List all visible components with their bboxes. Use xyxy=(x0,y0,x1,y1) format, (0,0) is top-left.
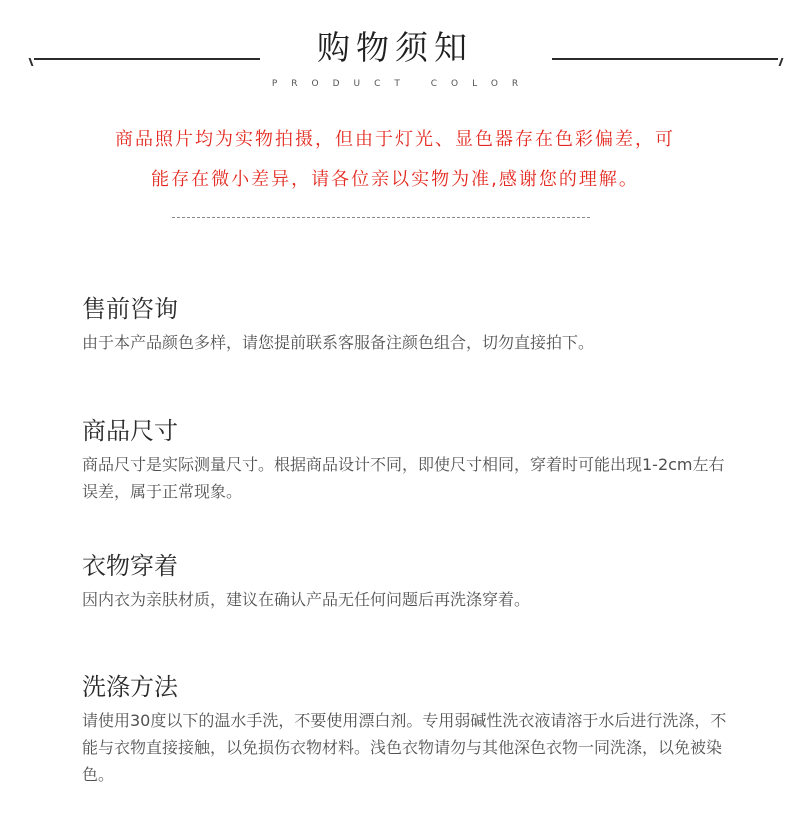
notice-text xyxy=(70,120,720,200)
right-rule-bar xyxy=(552,58,778,60)
page-title: 购物须知 xyxy=(317,28,473,67)
section-product-size xyxy=(82,415,732,505)
dashed-divider xyxy=(172,217,590,218)
section-title: 洗涤方法 xyxy=(82,673,178,701)
section-title: 商品尺寸 xyxy=(82,417,178,445)
notice-line-2: 能存在微小差异，请各位亲以实物为准,感谢您的理解。 xyxy=(151,169,639,190)
section-body: 商品尺寸是实际测量尺寸。根据商品设计不同，即使尺寸相同，穿着时可能出现1-2cm左右误差，属于正常现象。 xyxy=(82,455,725,501)
section-body: 因内衣为亲肤材质，建议在确认产品无任何问题后再洗涤穿着。 xyxy=(82,590,531,609)
page-subtitle: PRODUCT COLOR xyxy=(271,79,533,89)
section-title: 衣物穿着 xyxy=(82,552,178,580)
header xyxy=(0,0,790,100)
section-body: 请使用30度以下的温水手洗，不要使用漂白剂。专用弱碱性洗衣液请溶于水后进行洗涤，不能与衣物直接接触，以免损伤衣物材料。浅色衣物请勿与其他深色衣物一同洗涤，以免被染色。 xyxy=(82,711,727,784)
header-right-rule xyxy=(552,58,782,66)
section-body: 由于本产品颜色多样，请您提前联系客服备注颜色组合，切勿直接拍下。 xyxy=(82,333,595,352)
notice-line-1: 商品照片均为实物拍摄，但由于灯光、显色器存在色彩偏差，可 xyxy=(115,129,675,150)
section-title: 售前咨询 xyxy=(82,295,178,323)
section-washing xyxy=(82,671,732,788)
section-wearing xyxy=(82,550,732,613)
section-presale-consult xyxy=(82,293,732,356)
